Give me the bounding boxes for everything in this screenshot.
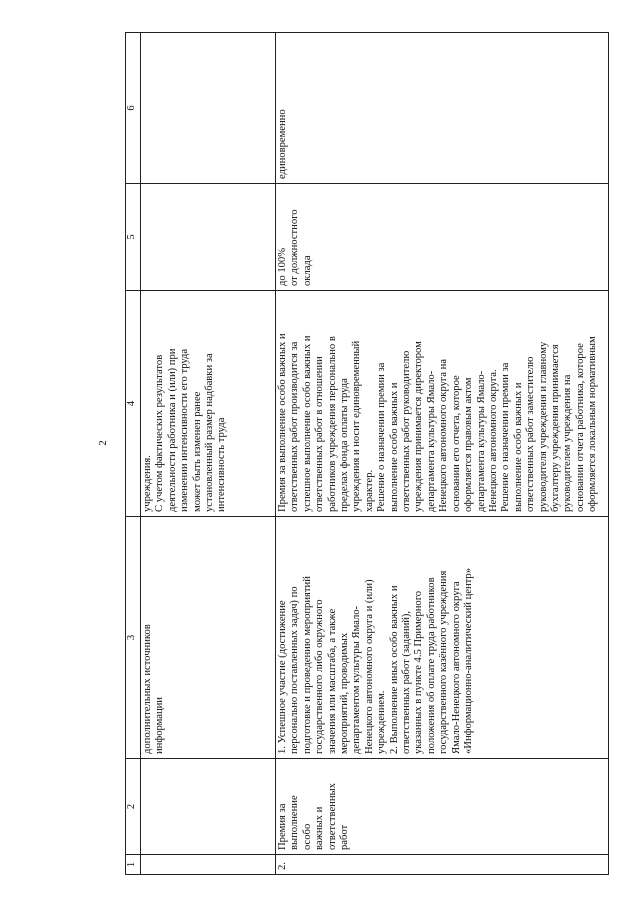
- header-cell-3: 3: [126, 517, 141, 759]
- header-row: [126, 33, 141, 875]
- page-number: 2: [97, 440, 109, 446]
- header-cell-6: 6: [126, 33, 141, 184]
- row1-conditions-cell: учреждения. С учетом фактических результатов деятельности работника и (или) при изменении интенсивности его труда может быть изменен ранее установленный размер надбавки за интенсивность труда: [141, 291, 276, 517]
- header-cell-4: 4: [126, 291, 141, 517]
- row1-name-cell: [141, 759, 276, 855]
- row1-criteria-cell: дополнительных источников информации: [141, 517, 276, 759]
- row2-amount-cell: до 100% от должностного оклада: [276, 184, 609, 291]
- table-row: [141, 33, 276, 875]
- row2-criteria-cell: 1. Успешное участие (достижение персонально поставленных задач) по подготовке и проведению мероприятий государственного либо окружного значения или масштаба, а также мероприятий, проводимых департаментом культуры Ямало- Ненецкого автономного округа и (или) учреждением. 2. Выполнение иных особо важных и ответственных работ (заданий), указанных в пункте 4.5 Примерного положения об оплате труда работников государственного казённого учреждения Ямало-Ненецкого автономного округа «Информационно-аналитический центр»: [276, 517, 609, 759]
- row2-number-cell: 2.: [276, 855, 609, 875]
- header-cell-2: 2: [126, 759, 141, 855]
- table-row: [276, 33, 609, 875]
- row2-frequency-cell: единовременно: [276, 33, 609, 184]
- header-cell-1: 1: [126, 855, 141, 875]
- row1-number-cell: [141, 855, 276, 875]
- rotated-page: [125, 33, 625, 875]
- row1-frequency-cell: [141, 33, 276, 184]
- row2-conditions-cell: Премия за выполнение особо важных и ответственных работ производится за успешное выполнение особо важных и ответственных работ в отношении работников учреждения персонально в пределах фонда оплаты труда учреждения и носит единовременный характер. Решение о назначении премии за выполнение особо важных и ответственных работ руководителю учреждения принимается директором департамента культуры Ямало- Ненецкого автономного округа на основании его отчета, которое оформляется правовым актом департамента культуры Ямало- Ненецкого автономного округа. Решение о назначении премии за выполнение особо важных и ответственных работ заместителю руководителя учреждения и главному бухгалтеру учреждения принимается руководителем учреждения на основании отчета работника, которое оформляется локальным нормативным: [276, 291, 609, 517]
- bonus-table: [125, 32, 609, 875]
- row1-amount-cell: [141, 184, 276, 291]
- header-cell-5: 5: [126, 184, 141, 291]
- row2-name-cell: Премия за выполнение особо важных и ответственных работ: [276, 759, 609, 855]
